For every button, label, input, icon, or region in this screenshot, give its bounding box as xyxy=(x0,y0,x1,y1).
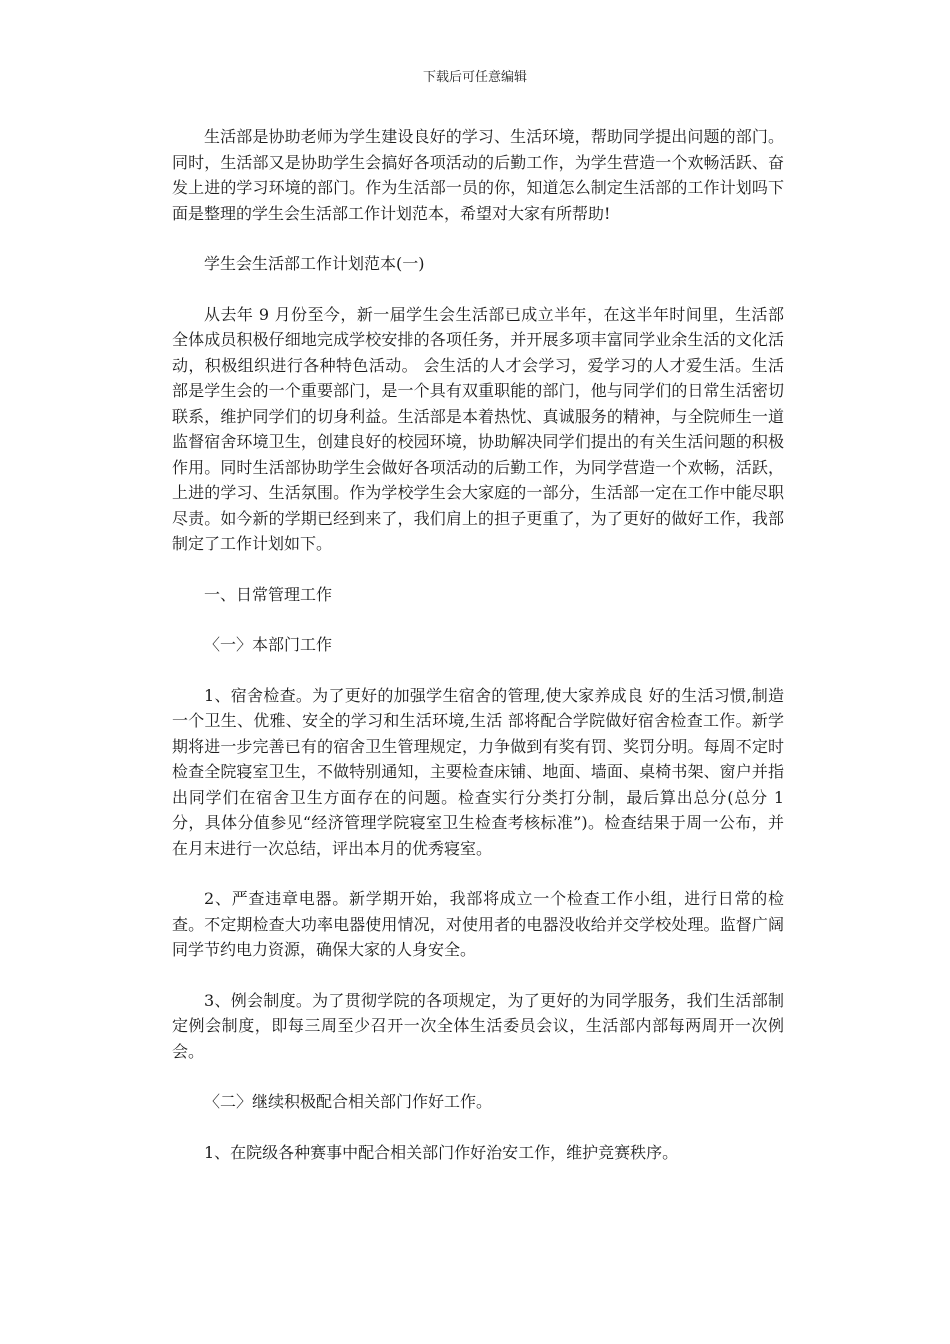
dorm-inspection-paragraph: 1、宿舍检查。为了更好的加强学生宿舍的管理,使大家养成良 好的生活习惯,制造一个卫生、优雅、安全的学习和生活环境,生活 部将配合学院做好宿舍检查工作。新学期将进一步完善已有的宿舍卫生管理规定，力争做到有奖有罚、奖罚分明。每周不定时检查全院寝室卫生，不做特别通知，主要检查床铺、地面、墙面、桌椅书架、窗户并指出同学们在宿舍卫生方面存在的问题。检查实行分类打分制，最后算出总分(总分 1 分，具体分值参见“经济管理学院寝室卫生检查考核标准”)。检查结果于周一公布，并在月末进行一次总结，评出本月的优秀寝室。 xyxy=(172,685,784,858)
security-work-paragraph: 1、在院级各种赛事中配合相关部门作好治安工作，维护竞赛秩序。 xyxy=(204,1142,679,1162)
electrical-check-paragraph: 2、严查违章电器。新学期开始，我部将成立一个检查工作小组，进行日常的检查。不定期检查大功率电器使用情况，对使用者的电器没收给并交学校处理。监督广阔同学节约电力资源，确保大家的人身安全。 xyxy=(172,889,784,959)
overview-paragraph: 从去年 9 月份至今，新一届学生会生活部已成立半年，在这半年时间里，生活部全体成员积极仔细地完成学校安排的各项任务，并开展多项丰富同学业余生活的文化活动，积极组织进行各种特色活动。 会生活的人才会学习，爱学习的人才爱生活。生活部是学生会的一个重要部门，是一个具有双重职能的部门，他与同学们的日常生活密切联系，维护同学们的切身利益。生活部是本着热忱、真诚服务的精神，与全院师生一道监督宿舍环境卫生，创建良好的校园环境，协助解决同学们提出的有关生活问题的积极作用。同时生活部协助学生会做好各项活动的后勤工作，为同学营造一个欢畅，活跃，上进的学习、生活氛围。作为学校学生会大家庭的一部分，生活部一定在工作中能尽职尽责。如今新的学期已经到来了，我们肩上的担子更重了，为了更好的做好工作，我部制定了工作计划如下。 xyxy=(172,304,784,553)
heading-cooperation: 〈二〉继续积极配合相关部门作好工作。 xyxy=(204,1092,493,1111)
heading-department-work: 〈一〉本部门工作 xyxy=(204,635,333,654)
meeting-system-paragraph: 3、例会制度。为了贯彻学院的各项规定，为了更好的为同学服务，我们生活部制定例会制度，即每三周至少召开一次全体生活委员会议，生活部内部每两周开一次例会。 xyxy=(172,990,784,1061)
section-title: 学生会生活部工作计划范本(一) xyxy=(204,254,425,273)
header-note: 下载后可任意编辑 xyxy=(422,70,527,85)
heading-daily-management: 一、日常管理工作 xyxy=(204,584,333,604)
document-body xyxy=(172,124,784,1190)
intro-paragraph: 生活部是协助老师为学生建设良好的学习、生活环境，帮助同学提出问题的部门。同时，生活部又是协助学生会搞好各项活动的后勤工作，为学生营造一个欢畅活跃、奋发上进的学习环境的部门。作为生活部一员的你，知道怎么制定生活部的工作计划吗下面是整理的学生会生活部工作计划范本，希望对大家有所帮助! xyxy=(172,127,784,223)
